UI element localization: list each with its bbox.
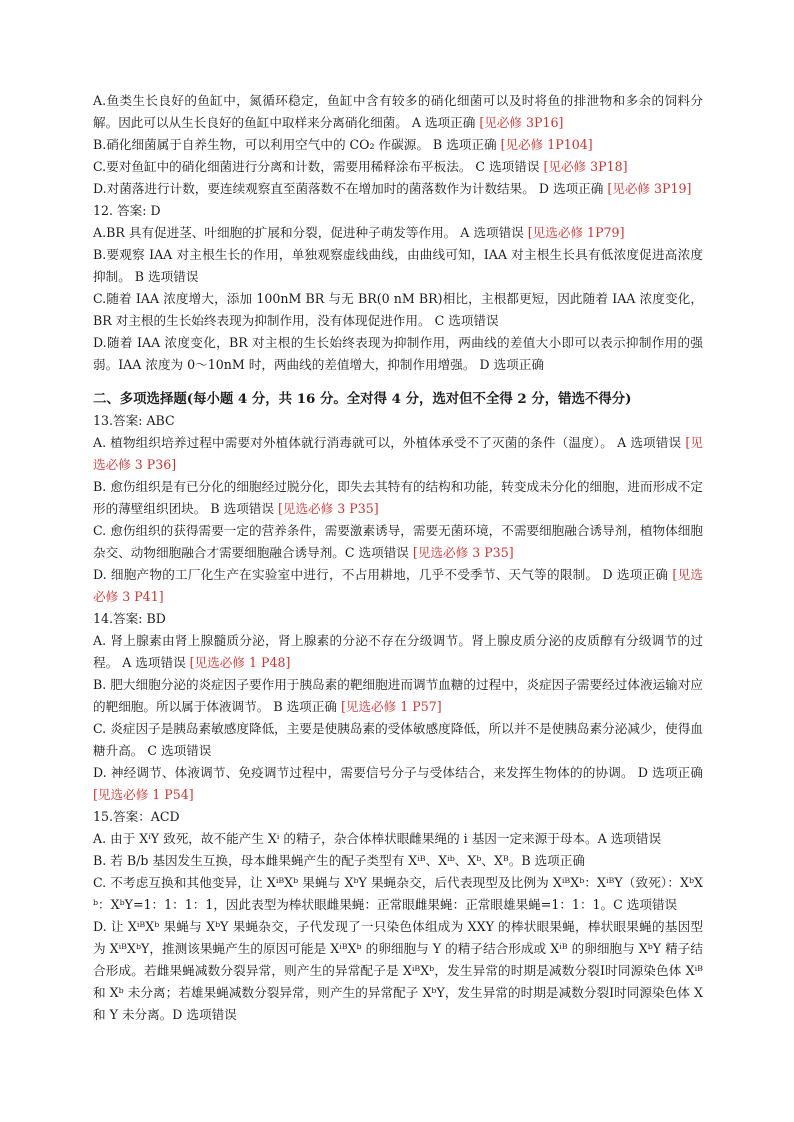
q14-option-a: A. 肾上腺素由肾上腺髓质分泌，肾上腺素的分泌不存在分级调节。肾上腺皮质分泌的皮质醇有分级调节的过程。 A 选项错误 [见选必修 1 P48] xyxy=(93,633,703,670)
textbook-reference: [见必修 3P18] xyxy=(543,159,628,174)
q15-option-b: B. 若 B/b 基因发生互换，母本雌果蝇产生的配子类型有 Xⁱᴮ、Xⁱᵇ、Xᵇ、Xᴮ。B 选项正确 xyxy=(93,853,585,868)
q13-answer: 13.答案: ABC xyxy=(93,413,175,428)
q11-option-a: A.鱼类生长良好的鱼缸中，氮循环稳定，鱼缸中含有较多的硝化细菌可以及时将鱼的排泄物和多余的饲料分解。因此可以从生长良好的鱼缸中取样来分离硝化细菌。 A 选项正确 [见必修 3P16] xyxy=(93,93,703,130)
q11-option-d: D.对菌落进行计数，要连续观察直至菌落数不在增加时的菌落数作为计数结果。 D 选项正确 [见必修 3P19] xyxy=(93,181,692,196)
textbook-reference: [见必修 3P19] xyxy=(607,181,692,196)
q13-option-a: A. 植物组织培养过程中需要对外植体就行消毒就可以，外植体承受不了灭菌的条件（温度）。 A 选项错误 [见选必修 3 P36] xyxy=(93,435,703,472)
q15-answer: 15.答案：ACD xyxy=(93,809,180,824)
q12-block xyxy=(93,200,703,376)
q14-option-c: C. 炎症因子是胰岛素敏感度降低，主要是使胰岛素的受体敏感度降低，所以并不是使胰岛素分泌减少，使得血糖升高。 C 选项错误 xyxy=(93,721,703,758)
q15-option-a: A. 由于 XⁱY 致死，故不能产生 Xⁱ 的精子，杂合体棒状眼雌果绳的 i 基因一定来源于母本。A 选项错误 xyxy=(93,831,662,846)
textbook-reference: [见必修 3P16] xyxy=(479,115,564,130)
q14-option-d: D. 神经调节、体液调节、免疫调节过程中，需要信号分子与受体结合，来发挥生物体的的协调。 D 选项正确 [见选必修 1 P54] xyxy=(93,765,703,802)
q12-option-d: D.随着 IAA 浓度变化，BR 对主根的生长始终表现为抑制作用，两曲线的差值大小即可以表示抑制作用的强弱。IAA 浓度为 0～10nM 时，两曲线的差值增大，抑制作用增强。 D 选项正确 xyxy=(93,335,703,372)
q14-option-b: B. 肥大细胞分泌的炎症因子要作用于胰岛素的靶细胞进而调节血糖的过程中，炎症因子需要经过体液运输对应的靶细胞。所以属于体液调节。 B 选项正确 [见选必修 1 P57] xyxy=(93,677,703,714)
q13-option-b: B. 愈伤组织是有已分化的细胞经过脱分化，即失去其特有的结构和功能，转变成未分化的细胞，进而形成不定形的薄壁组织团块。 B 选项错误 [见选必修 3 P35] xyxy=(93,479,703,516)
q12-option-b: B.要观察 IAA 对主根生长的作用，单独观察虚线曲线，由曲线可知，IAA 对主根生长具有低浓度促进高浓度抑制。 B 选项错误 xyxy=(93,247,703,284)
textbook-reference: [见选必修 1 P48] xyxy=(189,655,291,670)
q11-option-b: B.硝化细菌属于自养生物，可以利用空气中的 CO₂ 作碳源。 B 选项正确 [见必修 1P104] xyxy=(93,137,593,152)
q12-answer: 12. 答案: D xyxy=(93,203,161,218)
q13-option-d: D. 细胞产物的工厂化生产在实验室中进行，不占用耕地，几乎不受季节、天气等的限制。 D 选项正确 [见选必修 3 P41] xyxy=(93,567,703,604)
q14-answer: 14.答案: BD xyxy=(93,611,166,626)
q13-option-c: C. 愈伤组织的获得需要一定的营养条件，需要激素诱导，需要无菌环境，不需要细胞融合诱导剂，植物体细胞杂交、动物细胞融合才需要细胞融合诱导剂。C 选项错误 [见选必修 3 P35] xyxy=(93,523,703,560)
block1 xyxy=(93,90,703,200)
q12-option-a: A.BR 具有促进茎、叶细胞的扩展和分裂，促进种子萌发等作用。 A 选项错误 [见选必修 1P79] xyxy=(93,225,625,240)
q13-block xyxy=(93,410,703,608)
textbook-reference: [见选必修 3 P41] xyxy=(93,567,703,604)
q14-block xyxy=(93,608,703,806)
textbook-reference: [见选必修 3 P36] xyxy=(93,435,703,472)
textbook-reference: [见选必修 3 P35] xyxy=(277,501,379,516)
textbook-reference: [见选必修 1P79] xyxy=(527,225,625,240)
q12-option-c: C.随着 IAA 浓度增大，添加 100nM BR 与无 BR(0 nM BR)相比，主根都更短，因此随着 IAA 浓度变化，BR 对主根的生长始终表现为抑制作用，没有体现促进作用。 C 选项错误 xyxy=(93,291,703,328)
q15-block xyxy=(93,806,703,1026)
textbook-reference: [见必修 1P104] xyxy=(500,137,593,152)
textbook-reference: [见选必修 3 P35] xyxy=(412,545,514,560)
q15-option-d: D. 让 XⁱᴮXᵇ 果蝇与 XᵇY 果蝇杂交，子代发现了一只染色体组成为 XXY 的棒状眼果蝇，棒状眼果蝇的基因型为 XⁱᴮXᵇY，推测该果蝇产生的原因可能是 XⁱᴮXᵇ 的卵细胞与 Y 的精子结合形成或 Xⁱᴮ 的卵细胞与 XᵇY 精子结合形成。若雌果蝇减数分裂异常，则产生的异常配子是 XⁱᴮXᵇ，发生异常的时期是减数分裂Ⅰ时同源染色体 Xⁱᴮ 和 Xᵇ 未分离；若雄果蝇减数分裂异常，则产生的异常配子 XᵇY，发生异常的时期是减数分裂Ⅰ时同源染色体 X 和 Y 未分离。D 选项错误 xyxy=(93,919,703,1022)
textbook-reference: [见选必修 1 P54] xyxy=(93,787,194,802)
q11-option-c: C.要对鱼缸中的硝化细菌进行分离和计数，需要用稀释涂布平板法。 C 选项错误 [见必修 3P18] xyxy=(93,159,628,174)
textbook-reference: [见选必修 1 P57] xyxy=(340,699,442,714)
section-heading: 二、多项选择题(每小题 4 分，共 16 分。全对得 4 分，选对但不全得 2 分，错选不得分) xyxy=(93,391,632,407)
q15-option-c: C. 不考虑互换和其他变异，让 XⁱᴮXᵇ 果蝇与 XᵇY 果蝇杂交，后代表现型及比例为 XⁱᴮXᵇ：XⁱᴮY（致死）：XᵇXᵇ：XᵇY=1：1：1：1，因此表型为棒状眼雌果蝇：正常眼雌果蝇：正常眼雄果蝇=1：1：1。C 选项错误 xyxy=(93,875,703,912)
answer-page xyxy=(93,90,703,1026)
